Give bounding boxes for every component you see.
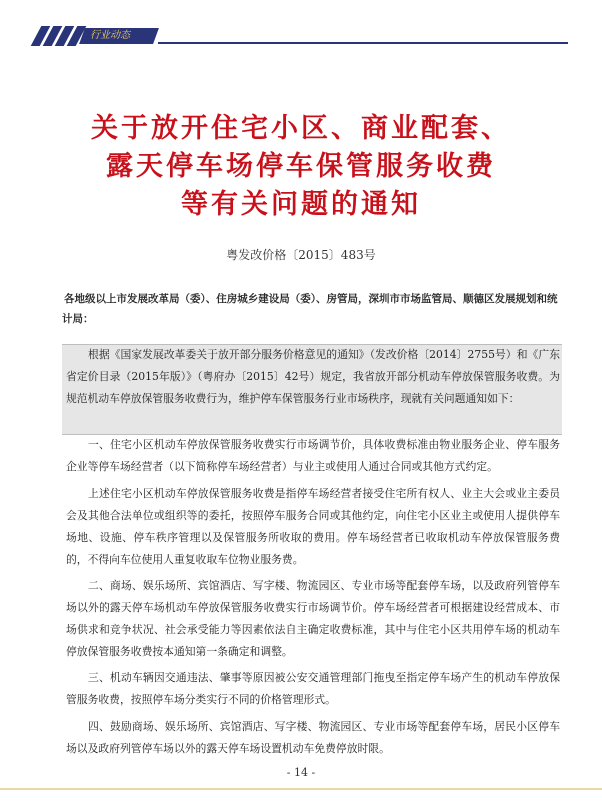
title-line-1: 关于放开住宅小区、商业配套、 [91, 113, 511, 144]
paragraph-item-4: 四、鼓励商场、娱乐场所、宾馆酒店、写字楼、物流园区、专业市场等配套停车场，居民小区停车场以及政府列管停车场以外的露天停车场设置机动车免费停放时限。 [66, 720, 560, 755]
document-number: 粤发改价格〔2015〕483号 [226, 248, 376, 262]
paragraph-item-1-detail: 上述住宅小区机动车停放保管服务收费是指停车场经营者接受住宅所有权人、业主大会或业主委员会及其他合法单位或组织等的委托，按照停车服务合同或其他约定，向住宅小区业主或使用人提供停车场地、设施、停车秩序管理以及保管服务所收取的费用。停车场经营者已收取机动车停放保管服务费的，不得向车位使用人重复收取车位物业服务费。 [66, 487, 560, 566]
section-header [0, 26, 602, 46]
paragraph-item-2: 二、商场、娱乐场所、宾馆酒店、写字楼、物流园区、专业市场等配套停车场，以及政府列管停车场以外的露天停车场机动车停放保管服务收费实行市场调节价。停车场经营者可根据建设经营成本、市场供求和竞争状况、社会承受能力等因素依法自主确定收费标准，其中与住宅小区共用停车场的机动车停放保管服务收费按本通知第一条确定和调整。 [66, 579, 560, 658]
page-number: - 14 - [286, 766, 316, 779]
title-line-3: 等有关问题的通知 [181, 189, 421, 220]
header-rule [158, 42, 568, 44]
bottom-rule [0, 788, 602, 790]
paragraph-item-1: 一、住宅小区机动车停放保管服务收费实行市场调节价，具体收费标准由物业服务企业、停车服务企业等停车场经营者（以下简称停车场经营者）与业主或使用人通过合同或其他方式约定。 [66, 438, 560, 473]
document-title [40, 110, 562, 224]
paragraph-item-3: 三、机动车辆因交通违法、肇事等原因被公安交通管理部门拖曳至指定停车场产生的机动车停放保管服务收费，按照停车场分类实行不同的价格管理形式。 [66, 671, 560, 706]
section-tag [79, 28, 159, 44]
title-line-2: 露天停车场停车保管服务收费 [106, 151, 496, 182]
recipients: 各地级以上市发展改革局（委）、住房城乡建设局（委）、房管局，深圳市市场监管局、顺德区发展规划和统计局： [62, 293, 558, 325]
section-tag-label: 行业动态 [90, 30, 130, 41]
paragraph-intro: 根据《国家发展改革委关于放开部分服务价格意见的通知》（发改价格〔2014〕2755号）和《广东省定价目录（2015年版）》（粤府办〔2015〕42号）规定，我省放开部分机动车停放保管服务收费。为规范机动车停放保管服务收费行为，维护停车保管服务行业市场秩序，现就有关问题通知如下： [66, 348, 560, 405]
